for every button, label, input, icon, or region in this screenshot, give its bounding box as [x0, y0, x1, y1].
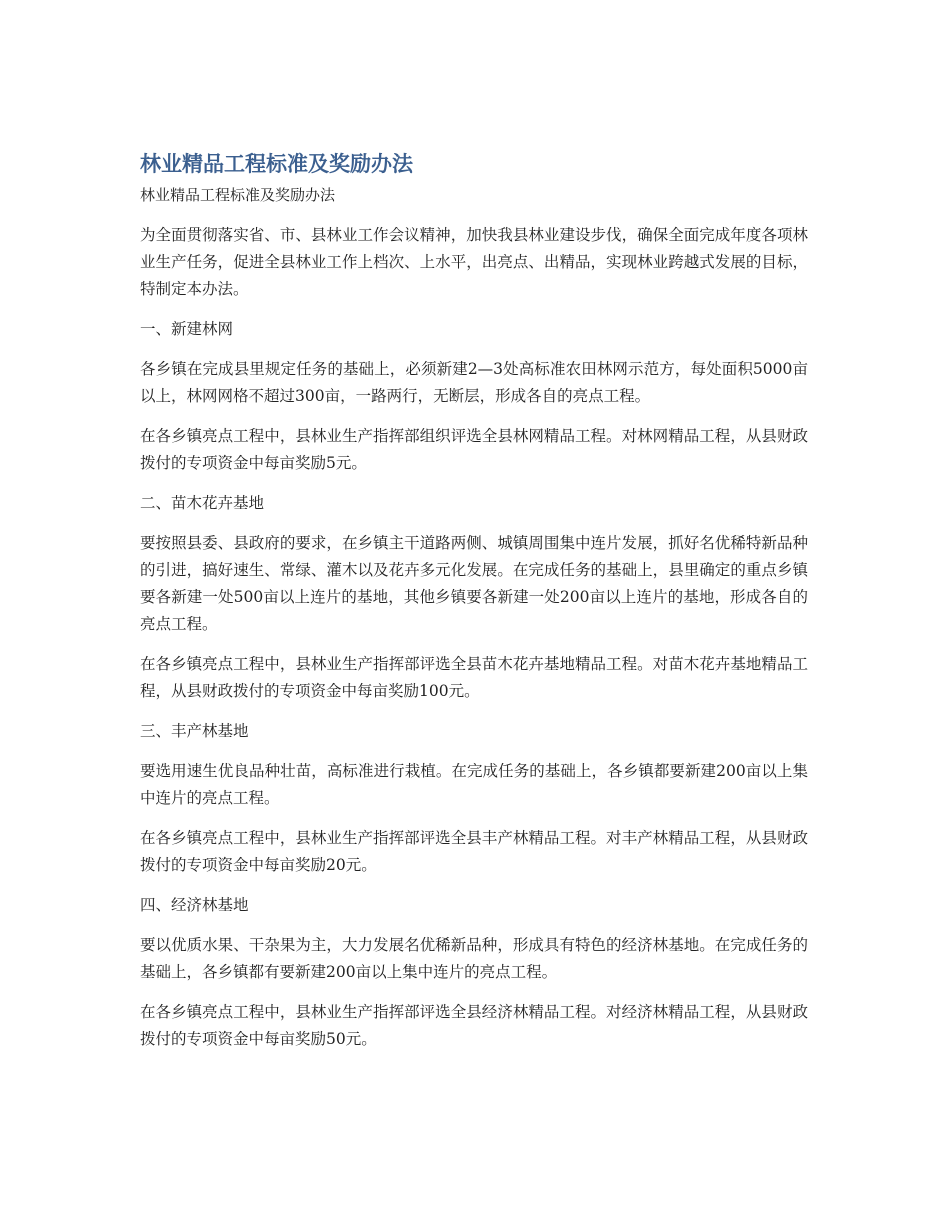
section-heading: 四、经济林基地: [140, 896, 249, 914]
section-4: [140, 892, 808, 1053]
section-paragraph: 在各乡镇亮点工程中，县林业生产指挥部评选全县经济林精品工程。对经济林精品工程，从县财政拨付的专项资金中每亩奖励50元。: [140, 1003, 808, 1048]
section-paragraph: 要以优质水果、干杂果为主，大力发展名优稀新品种，形成具有特色的经济林基地。在完成任务的基础上，各乡镇都有要新建200亩以上集中连片的亮点工程。: [140, 936, 808, 981]
section-heading: 三、丰产林基地: [140, 722, 249, 740]
section-paragraph: 各乡镇在完成县里规定任务的基础上，必须新建2—3处高标准农田林网示范方，每处面积5000亩以上，林网网格不超过300亩，一路两行，无断层，形成各自的亮点工程。: [140, 360, 808, 405]
document-title: 林业精品工程标准及奖励办法: [140, 152, 413, 176]
intro-paragraph: 为全面贯彻落实省、市、县林业工作会议精神，加快我县林业建设步伐，确保全面完成年度各项林业生产任务，促进全县林业工作上档次、上水平，出亮点、出精品，实现林业跨越式发展的目标，特制定本办法。: [140, 226, 808, 298]
document-subtitle: 林业精品工程标准及奖励办法: [140, 186, 336, 204]
section-paragraph: 在各乡镇亮点工程中，县林业生产指挥部组织评选全县林网精品工程。对林网精品工程，从县财政拨付的专项资金中每亩奖励5元。: [140, 427, 808, 472]
section-2: [140, 490, 808, 705]
section-paragraph: 要按照县委、县政府的要求，在乡镇主干道路两侧、城镇周围集中连片发展，抓好名优稀特新品种的引进，搞好速生、常绿、灌木以及花卉多元化发展。在完成任务的基础上，县里确定的重点乡镇要各新建一处500亩以上连片的基地，其他乡镇要各新建一处200亩以上连片的基地，形成各自的亮点工程。: [140, 534, 808, 633]
section-paragraph: 在各乡镇亮点工程中，县林业生产指挥部评选全县丰产林精品工程。对丰产林精品工程，从县财政拨付的专项资金中每亩奖励20元。: [140, 829, 808, 874]
section-1: [140, 316, 808, 477]
section-heading: 一、新建林网: [140, 320, 234, 338]
document-page: [140, 148, 808, 1066]
section-paragraph: 在各乡镇亮点工程中，县林业生产指挥部评选全县苗木花卉基地精品工程。对苗木花卉基地精品工程，从县财政拨付的专项资金中每亩奖励100元。: [140, 655, 808, 700]
section-heading: 二、苗木花卉基地: [140, 494, 265, 512]
section-paragraph: 要选用速生优良品种壮苗，高标准进行栽植。在完成任务的基础上，各乡镇都要新建200亩以上集中连片的亮点工程。: [140, 762, 808, 807]
section-3: [140, 718, 808, 879]
